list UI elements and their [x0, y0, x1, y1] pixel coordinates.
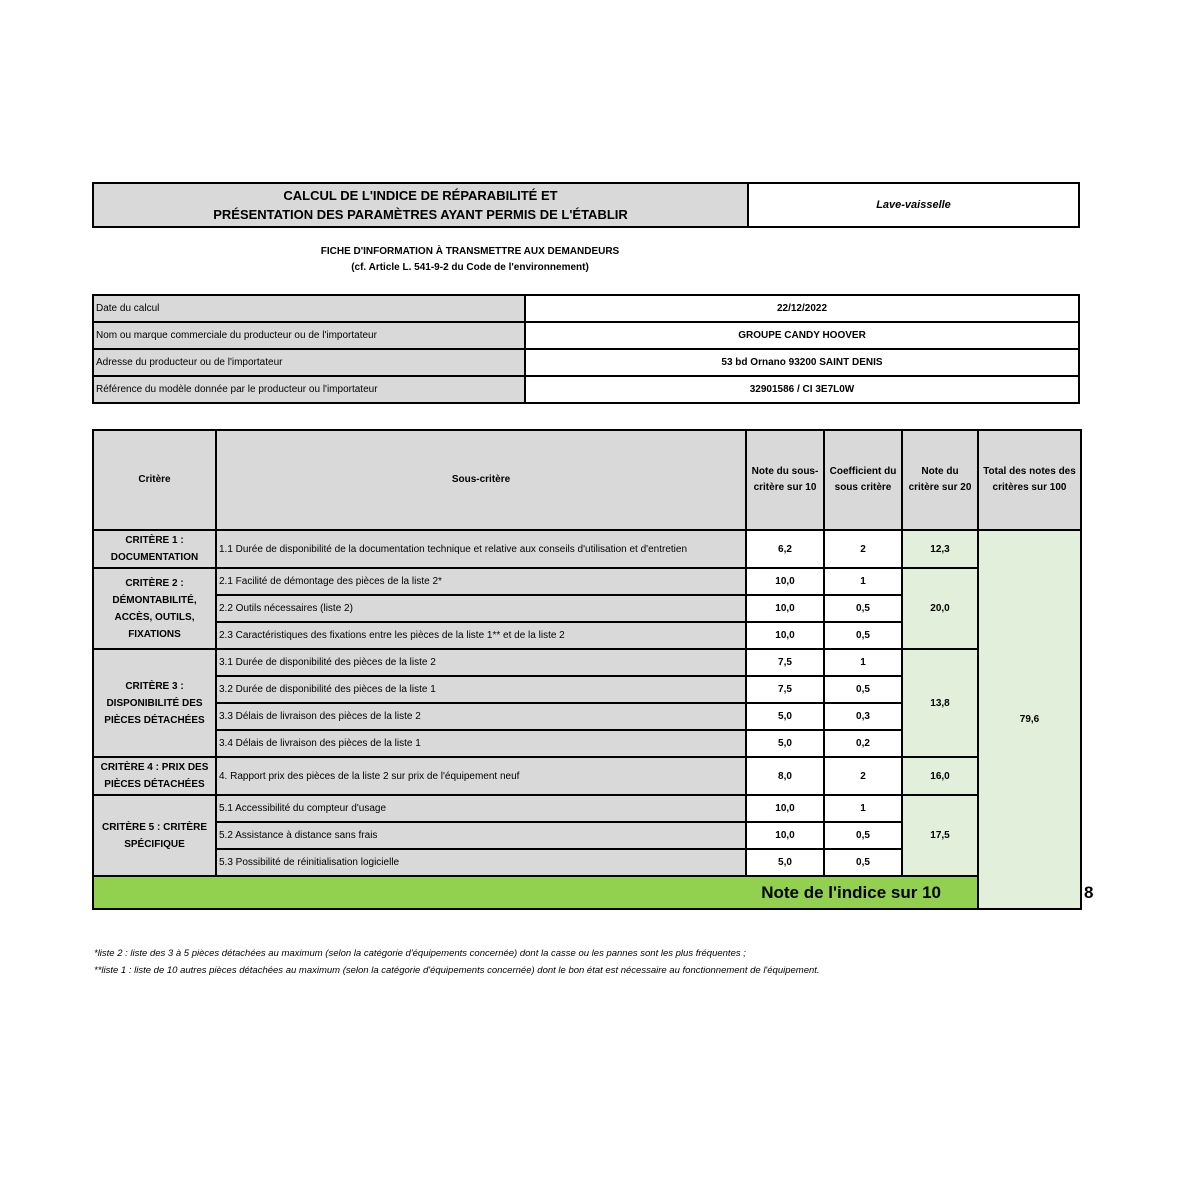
col-total: Total des notes des critères sur 100	[978, 430, 1081, 530]
col-coef: Coefficient du sous critère	[824, 430, 902, 530]
sub-note: 5,0	[746, 730, 824, 757]
sub-criterion: 3.4 Délais de livraison des pièces de la liste 1	[216, 730, 746, 757]
sub-criterion: 2.1 Facilité de démontage des pièces de la liste 2*	[216, 568, 746, 595]
product-category: Lave-vaisselle	[876, 199, 951, 211]
sub-coef: 0,5	[824, 676, 902, 703]
sub-note: 10,0	[746, 595, 824, 622]
footnote-liste-1: **liste 1 : liste de 10 autres pièces détachées au maximum (selon la catégorie d'équipements concernée) dont le bon état est nécessaire au fonctionnement de l'équipement.	[94, 965, 820, 976]
sub-note: 5,0	[746, 849, 824, 876]
col-critere: Critère	[93, 430, 216, 530]
info-value: 32901586 / CI 3E7L0W	[525, 376, 1079, 403]
info-label: Référence du modèle donnée par le producteur ou l'importateur	[93, 376, 525, 403]
final-score-label: Note de l'indice sur 10	[93, 876, 978, 909]
criterion-name: CRITÈRE 3 : DISPONIBILITÉ DES PIÈCES DÉTACHÉES	[93, 649, 216, 757]
sub-note: 8,0	[746, 757, 824, 795]
info-row	[93, 322, 1079, 349]
sub-coef: 0,2	[824, 730, 902, 757]
sub-note: 10,0	[746, 568, 824, 595]
table-row	[93, 757, 1081, 795]
final-score-row: Note de l'indice sur 10 8	[93, 876, 1081, 909]
info-label: Nom ou marque commerciale du producteur ou de l'importateur	[93, 322, 525, 349]
sub-coef: 0,3	[824, 703, 902, 730]
info-value: 22/12/2022	[525, 295, 1079, 322]
info-value: GROUPE CANDY HOOVER	[525, 322, 1079, 349]
info-row	[93, 295, 1079, 322]
info-value: 53 bd Ornano 93200 SAINT DENIS	[525, 349, 1079, 376]
table-row	[93, 568, 1081, 595]
document-title	[94, 184, 749, 226]
title-line-1: CALCUL DE L'INDICE DE RÉPARABILITÉ ET	[283, 188, 558, 203]
info-row	[93, 376, 1079, 403]
col-note10: Note du sous-critère sur 10	[746, 430, 824, 530]
sub-coef: 1	[824, 795, 902, 822]
sub-coef: 1	[824, 568, 902, 595]
criterion-note20: 12,3	[902, 530, 978, 568]
sub-criterion: 4. Rapport prix des pièces de la liste 2 sur prix de l'équipement neuf	[216, 757, 746, 795]
sub-note: 10,0	[746, 822, 824, 849]
criterion-note20: 13,8	[902, 649, 978, 757]
criterion-note20: 20,0	[902, 568, 978, 649]
sub-coef: 2	[824, 530, 902, 568]
criterion-name: CRITÈRE 4 : PRIX DES PIÈCES DÉTACHÉES	[93, 757, 216, 795]
subheader-line-2: (cf. Article L. 541-9-2 du Code de l'environnement)	[351, 262, 589, 273]
info-row	[93, 349, 1079, 376]
sub-coef: 0,5	[824, 822, 902, 849]
table-row	[93, 530, 1081, 568]
table-row	[93, 649, 1081, 676]
sub-note: 10,0	[746, 795, 824, 822]
criterion-name: CRITÈRE 2 : DÉMONTABILITÉ, ACCÈS, OUTILS, FIXATIONS	[93, 568, 216, 649]
sub-criterion: 3.2 Durée de disponibilité des pièces de la liste 1	[216, 676, 746, 703]
document-header	[92, 182, 1080, 228]
col-note20: Note du critère sur 20	[902, 430, 978, 530]
sub-criterion: 5.2 Assistance à distance sans frais	[216, 822, 746, 849]
sub-coef: 0,5	[824, 595, 902, 622]
sub-note: 6,2	[746, 530, 824, 568]
sub-coef: 2	[824, 757, 902, 795]
total-100: 79,6	[978, 530, 1081, 909]
info-label: Adresse du producteur ou de l'importateur	[93, 349, 525, 376]
sub-criterion: 3.3 Délais de livraison des pièces de la liste 2	[216, 703, 746, 730]
sub-note: 10,0	[746, 622, 824, 649]
sub-criterion: 2.3 Caractéristiques des fixations entre les pièces de la liste 1** et de la liste 2	[216, 622, 746, 649]
sub-note: 7,5	[746, 649, 824, 676]
sub-criterion: 5.3 Possibilité de réinitialisation logicielle	[216, 849, 746, 876]
score-table	[92, 429, 1094, 910]
sub-criterion: 2.2 Outils nécessaires (liste 2)	[216, 595, 746, 622]
table-row	[93, 795, 1081, 822]
sub-criterion: 5.1 Accessibilité du compteur d'usage	[216, 795, 746, 822]
criterion-note20: 16,0	[902, 757, 978, 795]
sub-note: 5,0	[746, 703, 824, 730]
info-label: Date du calcul	[93, 295, 525, 322]
criterion-name: CRITÈRE 5 : CRITÈRE SPÉCIFIQUE	[93, 795, 216, 876]
sub-coef: 0,5	[824, 622, 902, 649]
header-row	[93, 430, 1081, 530]
criterion-name: CRITÈRE 1 : DOCUMENTATION	[93, 530, 216, 568]
title-line-2: PRÉSENTATION DES PARAMÈTRES AYANT PERMIS DE L'ÉTABLIR	[213, 207, 628, 222]
sub-criterion: 1.1 Durée de disponibilité de la documentation technique et relative aux conseils d'utilisation et d'entretien	[216, 530, 746, 568]
sub-coef: 0,5	[824, 849, 902, 876]
col-sous-critere: Sous-critère	[216, 430, 746, 530]
info-table	[92, 294, 1080, 404]
criterion-note20: 17,5	[902, 795, 978, 876]
sub-note: 7,5	[746, 676, 824, 703]
footnote-liste-2: *liste 2 : liste des 3 à 5 pièces détachées au maximum (selon la catégorie d'équipements concernée) dont la casse ou les pannes sont les plus fréquentes ;	[94, 948, 746, 959]
sub-coef: 1	[824, 649, 902, 676]
footnotes	[94, 945, 1094, 979]
sub-criterion: 3.1 Durée de disponibilité des pièces de la liste 2	[216, 649, 746, 676]
subheader-line-1: FICHE D'INFORMATION À TRANSMETTRE AUX DEMANDEURS	[320, 246, 620, 257]
